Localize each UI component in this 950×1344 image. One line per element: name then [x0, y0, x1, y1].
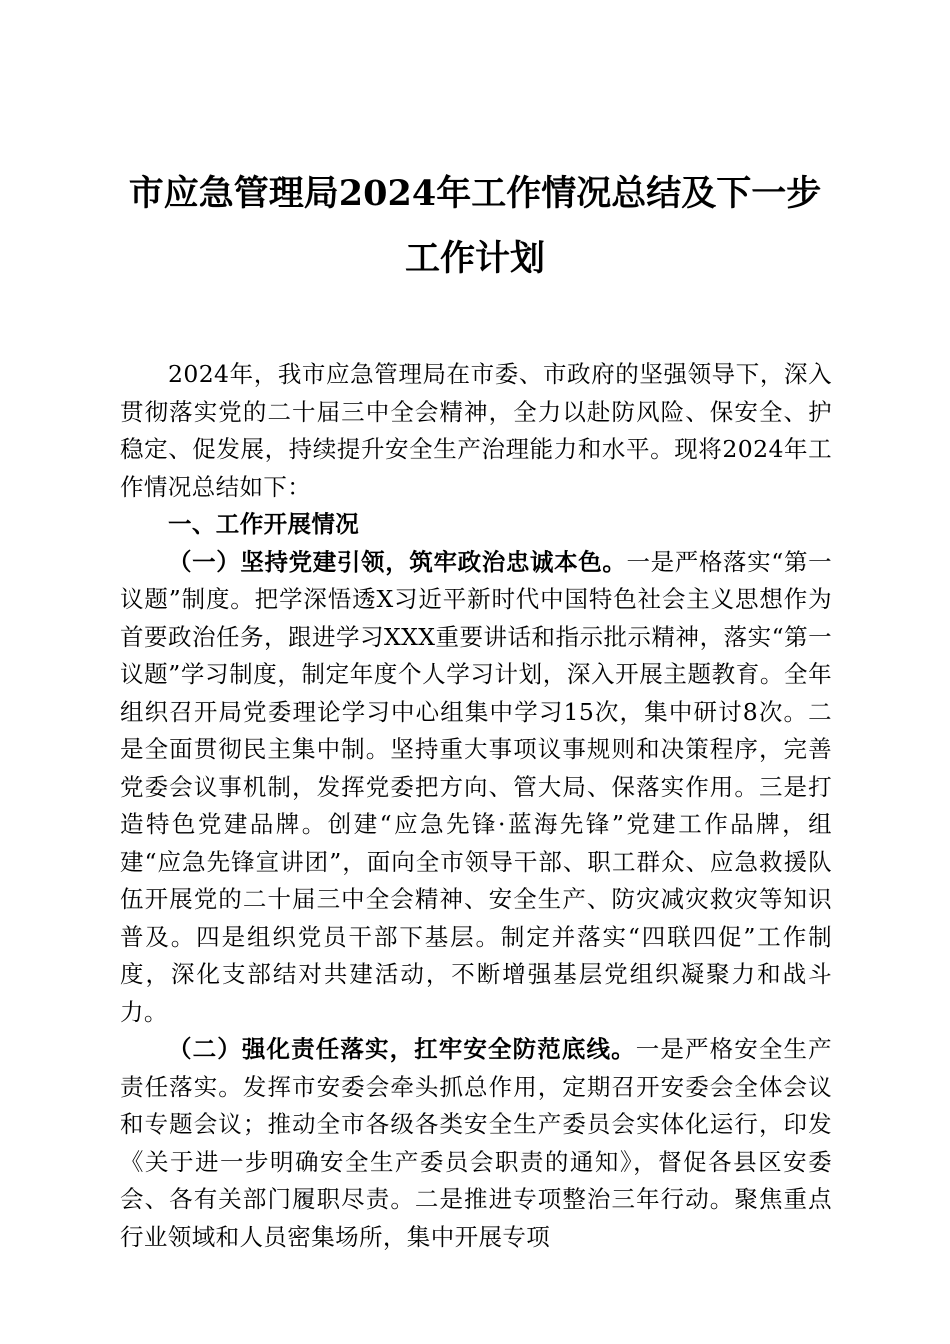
intro-paragraph: 2024年，我市应急管理局在市委、市政府的坚强领导下，深入贯彻落实党的二十届三中全会精神，全力以赴防风险、保安全、护稳定、促发展，持续提升安全生产治理能力和水平。现将2024年工作情况总结如下： [120, 360, 832, 501]
subsection-1-heading: （一）坚持党建引领，筑牢政治忠诚本色。 [168, 547, 627, 576]
subsection-2-body: 一是严格安全生产责任落实。发挥市安委会牵头抓总作用，定期召开安委会全体会议和专题会议；推动全市各级各类安全生产委员会实体化运行，印发《关于进一步明确安全生产委员会职责的通知》，督促各县区安委会、各有关部门履职尽责。二是推进专项整治三年行动。聚焦重点行业领域和人员密集场所，集中开展专项 [120, 1035, 832, 1251]
subsection-2-heading: （二）强化责任落实，扛牢安全防范底线。 [168, 1035, 636, 1063]
section-heading-1: 一、工作开展情况 [168, 510, 360, 538]
document-title-line1: 市应急管理局2024年工作情况总结及下一步 [128, 173, 822, 214]
subsection-1-paragraph [120, 544, 832, 1032]
subsection-2-paragraph [120, 1031, 832, 1256]
document-title-line2: 工作计划 [404, 238, 545, 279]
document-body [120, 356, 832, 1256]
subsection-1-body: 一是严格落实“第一议题”制度。把学深悟透X习近平新时代中国特色社会主义思想作为首要政治任务，跟进学习XXX重要讲话和指示批示精神，落实“第一议题”学习制度，制定年度个人学习计划，深入开展主题教育。全年组织召开局党委理论学习中心组集中学习15次，集中研讨8次。二是全面贯彻民主集中制。坚持重大事项议事规则和决策程序，完善党委会议事机制，发挥党委把方向、管大局、保落实作用。三是打造特色党建品牌。创建“应急先锋·蓝海先锋”党建工作品牌，组建“应急先锋宣讲团”，面向全市领导干部、职工群众、应急救援队伍开展党的二十届三中全会精神、安全生产、防灾减灾救灾等知识普及。四是组织党员干部下基层。制定并落实“四联四促”工作制度，深化支部结对共建活动，不断增强基层党组织凝聚力和战斗力。 [120, 547, 832, 1026]
